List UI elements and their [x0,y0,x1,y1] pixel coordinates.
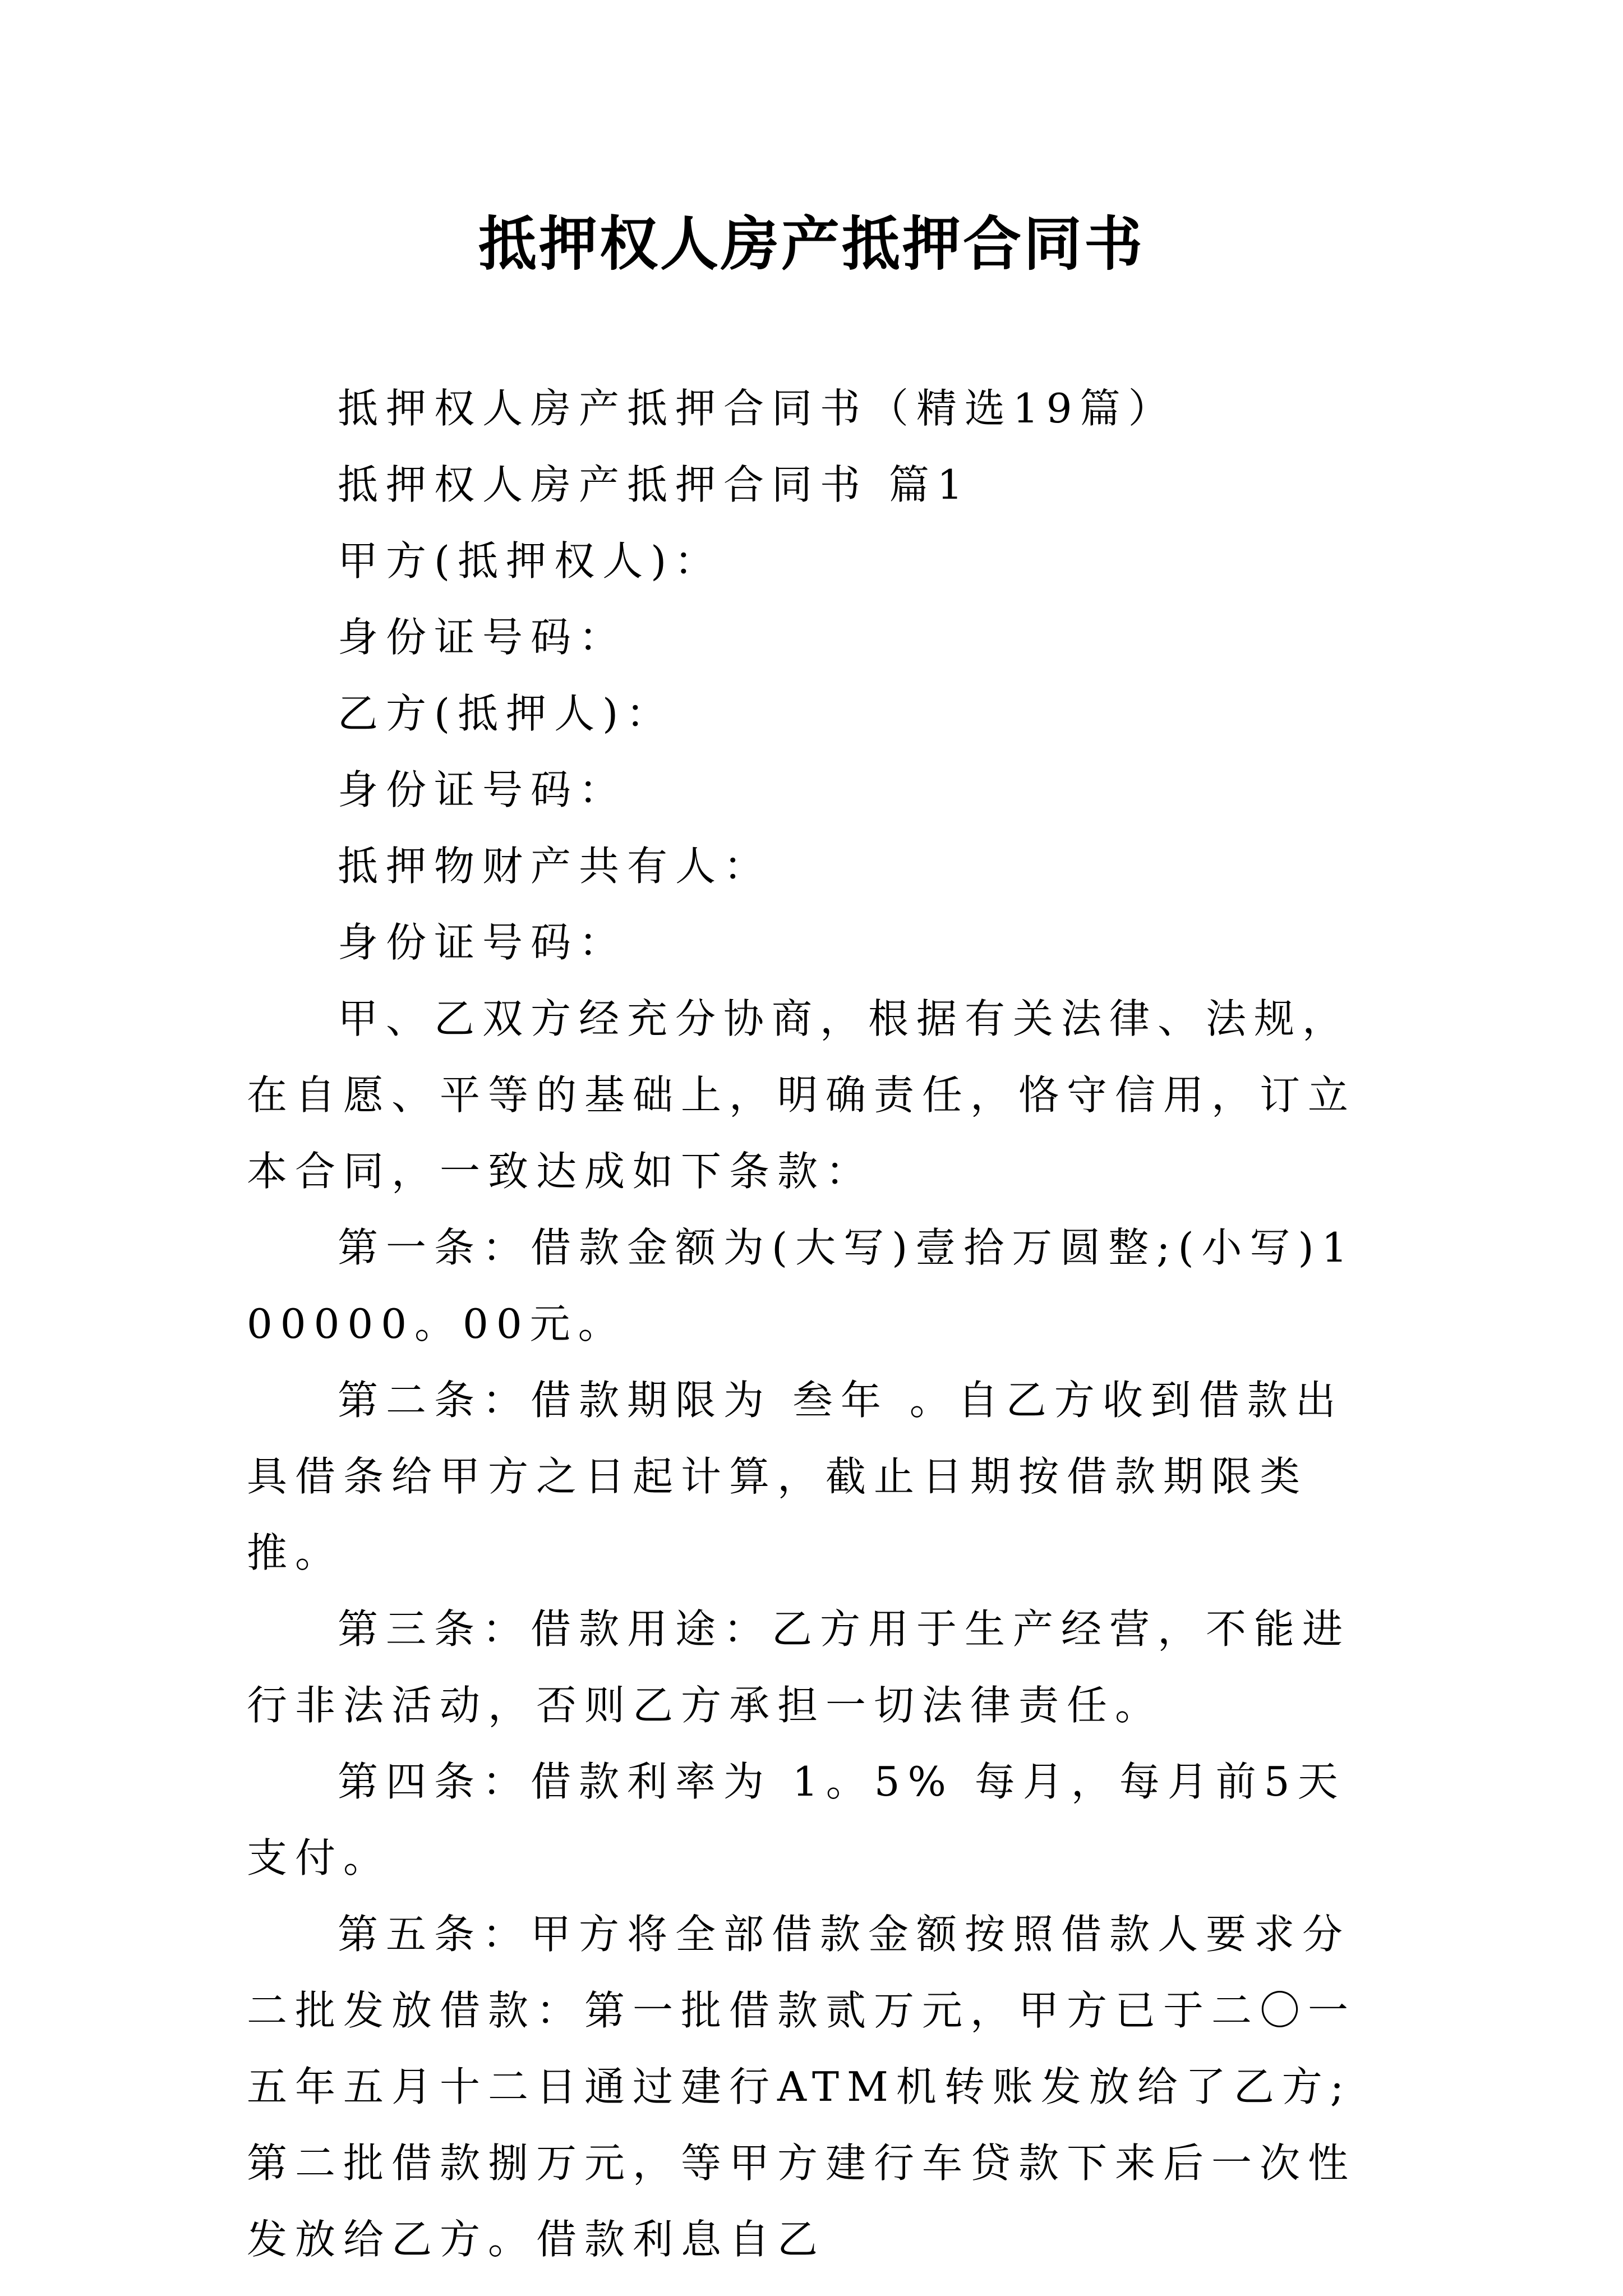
paragraph-article-4: 第四条：借款利率为 1。5% 每月，每月前5天支付。 [247,1758,1346,1881]
paragraph-article-3: 第三条：借款用途：乙方用于生产经营，不能进行非法活动，否则乙方承担一切法律责任。 [247,1605,1351,1729]
paragraph-preamble: 甲、乙双方经充分协商，根据有关法律、法规，在自愿、平等的基础上，明确责任，恪守信用，订立本合同，一致达成如下条款： [247,995,1357,1195]
paragraph-article-2: 第二条：借款期限为 叁年 。自乙方收到借款出具借条给甲方之日起计算，截止日期按借款期限类推。 [247,1377,1344,1576]
paragraph-co-owner: 抵押物财产共有人： [338,843,772,890]
paragraph-article-1: 第一条：借款金额为(大写)壹拾万圆整;(小写)100000。00元。 [247,1224,1355,1347]
paragraph-article-5: 第五条：甲方将全部借款金额按照借款人要求分二批发放借款：第一批借款贰万元，甲方已于二〇一五年五月十二日通过建行ATM机转账发放给了乙方;第二批借款捌万元，等甲方建行车贷款下来后一次性发放给乙方。借款利息自乙 [247,1911,1357,2263]
paragraph-party-b: 乙方(抵押人)： [338,690,675,737]
document-body [247,370,1374,2277]
document-title: 抵押权人房产抵押合同书 [478,209,1145,278]
paragraph-party-a: 甲方(抵押权人)： [338,537,723,585]
paragraph-party-b-id: 身份证号码： [338,766,628,813]
paragraph-party-a-id: 身份证号码： [338,614,628,661]
paragraph-subtitle: 抵押权人房产抵押合同书（精选19篇） [338,385,1177,432]
paragraph-section-heading: 抵押权人房产抵押合同书 篇1 [338,461,971,508]
paragraph-co-owner-id: 身份证号码： [338,919,628,966]
